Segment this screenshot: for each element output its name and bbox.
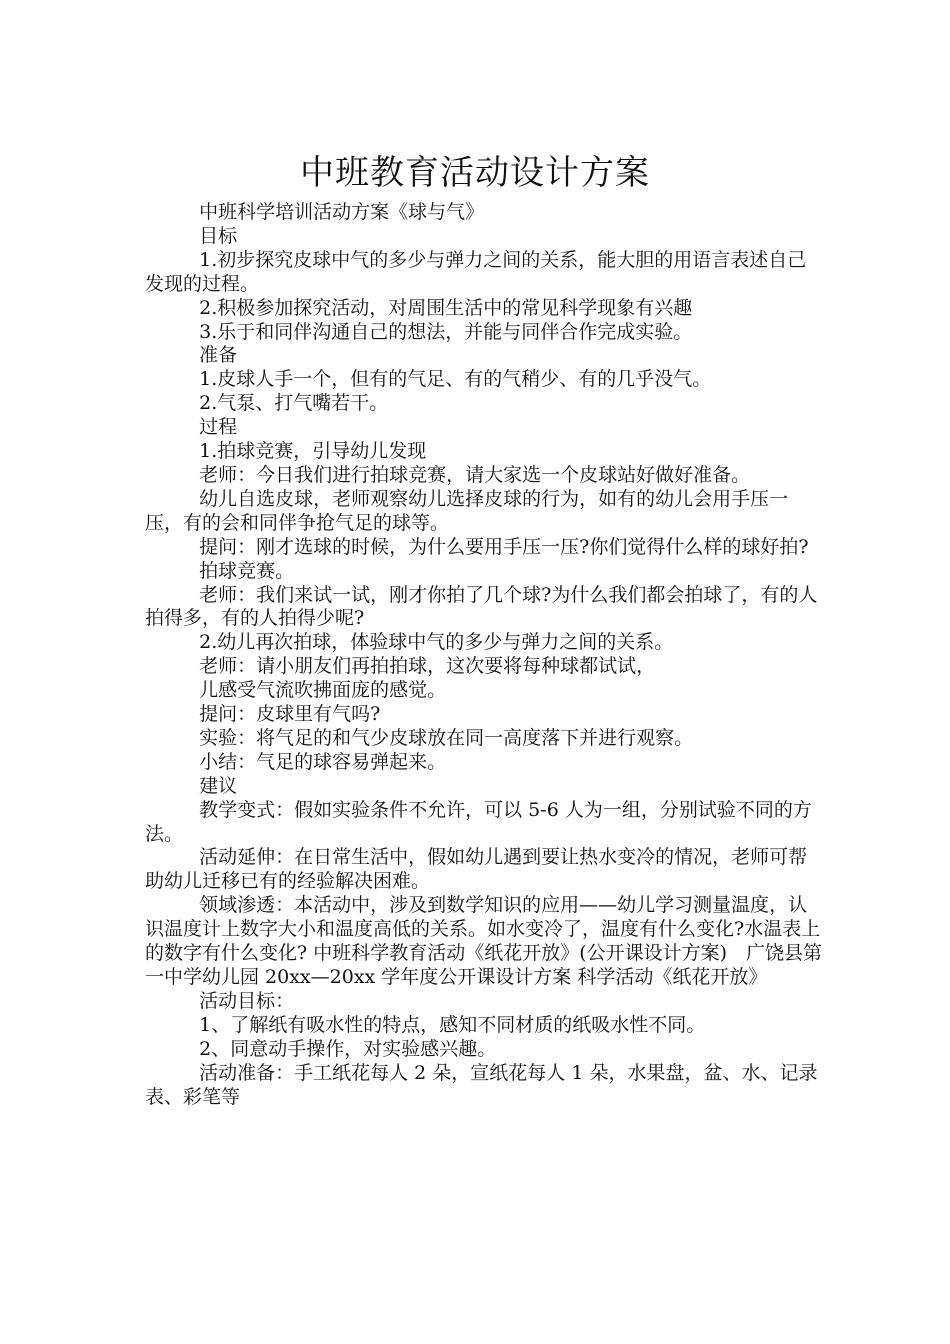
paragraph: 老师：我们来试一试，刚才你拍了几个球?为什么我们都会拍球了，有的人拍得多，有的人拍得少呢? xyxy=(145,583,818,630)
paragraph: 活动目标： xyxy=(199,989,295,1012)
document-title: 中班教育活动设计方案 xyxy=(300,152,650,193)
paragraph: 3.乐于和同伴沟通自己的想法，并能与同伴合作完成实验。 xyxy=(199,320,693,343)
paragraph: 2.气泵、打气嘴若干。 xyxy=(199,392,389,415)
paragraph: 1.皮球人手一个，但有的气足、有的气稍少、有的几乎没气。 xyxy=(199,368,712,391)
paragraph: 活动延伸：在日常生活中，假如幼儿遇到要让热水变冷的情况，老师可帮助幼儿迁移已有的经验解决困难。 xyxy=(145,846,808,893)
paragraph: 过程 xyxy=(199,416,238,439)
paragraph: 老师：今日我们进行拍球竞赛，请大家选一个皮球站好做好准备。 xyxy=(199,463,751,486)
paragraph: 实验：将气足的和气少皮球放在同一高度落下并进行观察。 xyxy=(199,726,694,749)
paragraph: 提问：刚才选球的时候，为什么要用手压一压?你们觉得什么样的球好拍? xyxy=(199,535,809,558)
paragraph: 2.积极参加探究活动，对周围生活中的常见科学现象有兴趣 xyxy=(199,296,693,319)
paragraph: 1、了解纸有吸水性的特点，感知不同材质的纸吸水性不同。 xyxy=(199,1013,706,1036)
paragraph: 准备 xyxy=(199,344,238,367)
paragraph: 2、同意动手操作，对实验感兴趣。 xyxy=(199,1037,497,1060)
paragraph: 目标 xyxy=(199,224,238,247)
paragraph: 幼儿自选皮球，老师观察幼儿选择皮球的行为，如有的幼儿会用手压一压，有的会和同伴争抢气足的球等。 xyxy=(145,487,789,534)
paragraph: 1.拍球竞赛，引导幼儿发现 xyxy=(199,440,427,463)
paragraph: 活动准备：手工纸花每人 2 朵，宣纸花每人 1 朵，水果盘，盆、水、记录表、彩笔等 xyxy=(145,1061,818,1108)
paragraph: 老师：请小朋友们再拍拍球，这次要将每种球都试试， xyxy=(199,655,656,678)
paragraph: 1.初步探究皮球中气的多少与弹力之间的关系，能大胆的用语言表述自己发现的过程。 xyxy=(145,248,807,295)
paragraph: 建议 xyxy=(199,774,238,797)
paragraph: 儿感受气流吹拂面庞的感觉。 xyxy=(199,679,447,702)
paragraph: 提问：皮球里有气吗? xyxy=(199,703,381,726)
paragraph: 2.幼儿再次拍球，体验球中气的多少与弹力之间的关系。 xyxy=(199,631,674,654)
paragraph: 领域渗透：本活动中，涉及到数学知识的应用——幼儿学习测量温度，认识温度计上数字大小和温度高低的关系。如水变冷了，温度有什么变化?水温表上的数字有什么变化? 中班科学教育活动《纸花开放》(公开课设计方案) 广饶县第一中学幼儿园 20xx—20xx 学年度公开课设计方案 科学活动《纸花开放》 xyxy=(145,894,823,988)
paragraph: 中班科学培训活动方案《球与气》 xyxy=(199,201,485,223)
paragraph: 教学变式：假如实验条件不允许，可以 5-6 人为一组，分别试验不同的方法。 xyxy=(145,798,812,845)
paragraph: 拍球竞赛。 xyxy=(199,559,295,582)
paragraph: 小结：气足的球容易弹起来。 xyxy=(199,750,447,773)
document-body xyxy=(145,201,825,1109)
